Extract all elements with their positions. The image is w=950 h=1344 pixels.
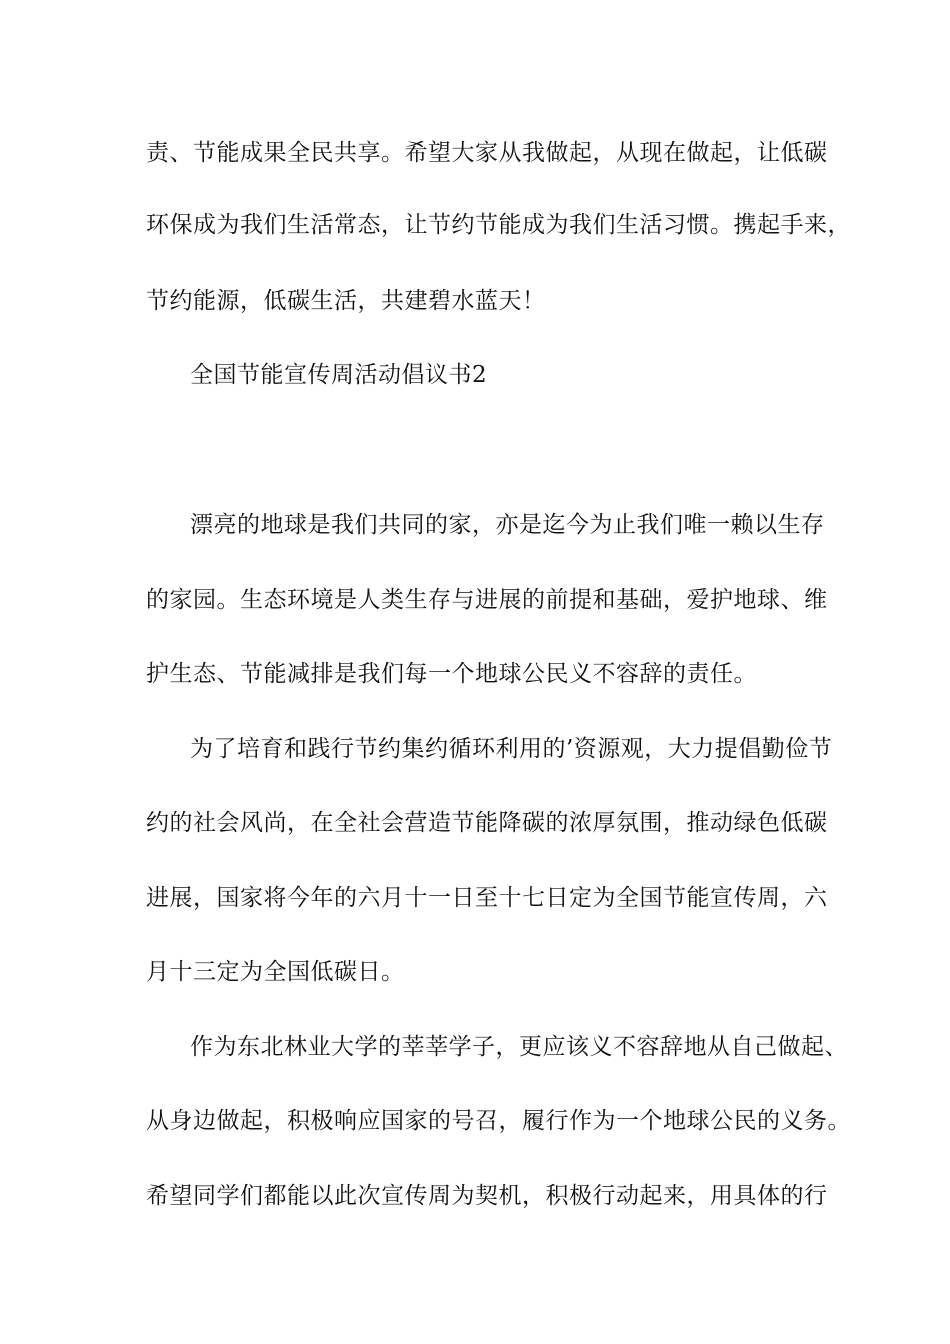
section-heading: 全国节能宣传周活动倡议书2 (190, 362, 488, 388)
paragraph-line: 的家园。生态环境是人类生存与进展的前提和基础，爱护地球、维 (146, 587, 828, 613)
paragraph-line: 护生态、节能减排是我们每一个地球公民义不容辞的责任。 (146, 661, 757, 687)
paragraph-line: 作为东北林业大学的莘莘学子，更应该义不容辞地从自己做起、 (190, 1034, 848, 1060)
paragraph-line: 进展，国家将今年的六月十一日至十七日定为全国节能宣传周，六 (146, 885, 828, 911)
paragraph-line: 节约能源，低碳生活，共建碧水蓝天！ (146, 288, 546, 314)
paragraph-line: 漂亮的地球是我们共同的家，亦是迄今为止我们唯一赖以生存 (190, 512, 825, 538)
paragraph-line: 责、节能成果全民共享。希望大家从我做起，从现在做起，让低碳 (146, 140, 828, 166)
paragraph-line: 为了培育和践行节约集约循环利用的’资源观，大力提倡勤俭节 (190, 736, 833, 762)
paragraph-line: 月十三定为全国低碳日。 (146, 959, 405, 985)
paragraph-line: 约的社会风尚，在全社会营造节能降碳的浓厚氛围，推动绿色低碳 (146, 810, 828, 836)
paragraph-line: 从身边做起，积极响应国家的号召，履行作为一个地球公民的义务。 (146, 1108, 851, 1134)
paragraph-line: 环保成为我们生活常态，让节约节能成为我们生活习惯。携起手来， (146, 212, 851, 238)
paragraph-line: 希望同学们都能以此次宣传周为契机，积极行动起来，用具体的行 (146, 1183, 828, 1209)
